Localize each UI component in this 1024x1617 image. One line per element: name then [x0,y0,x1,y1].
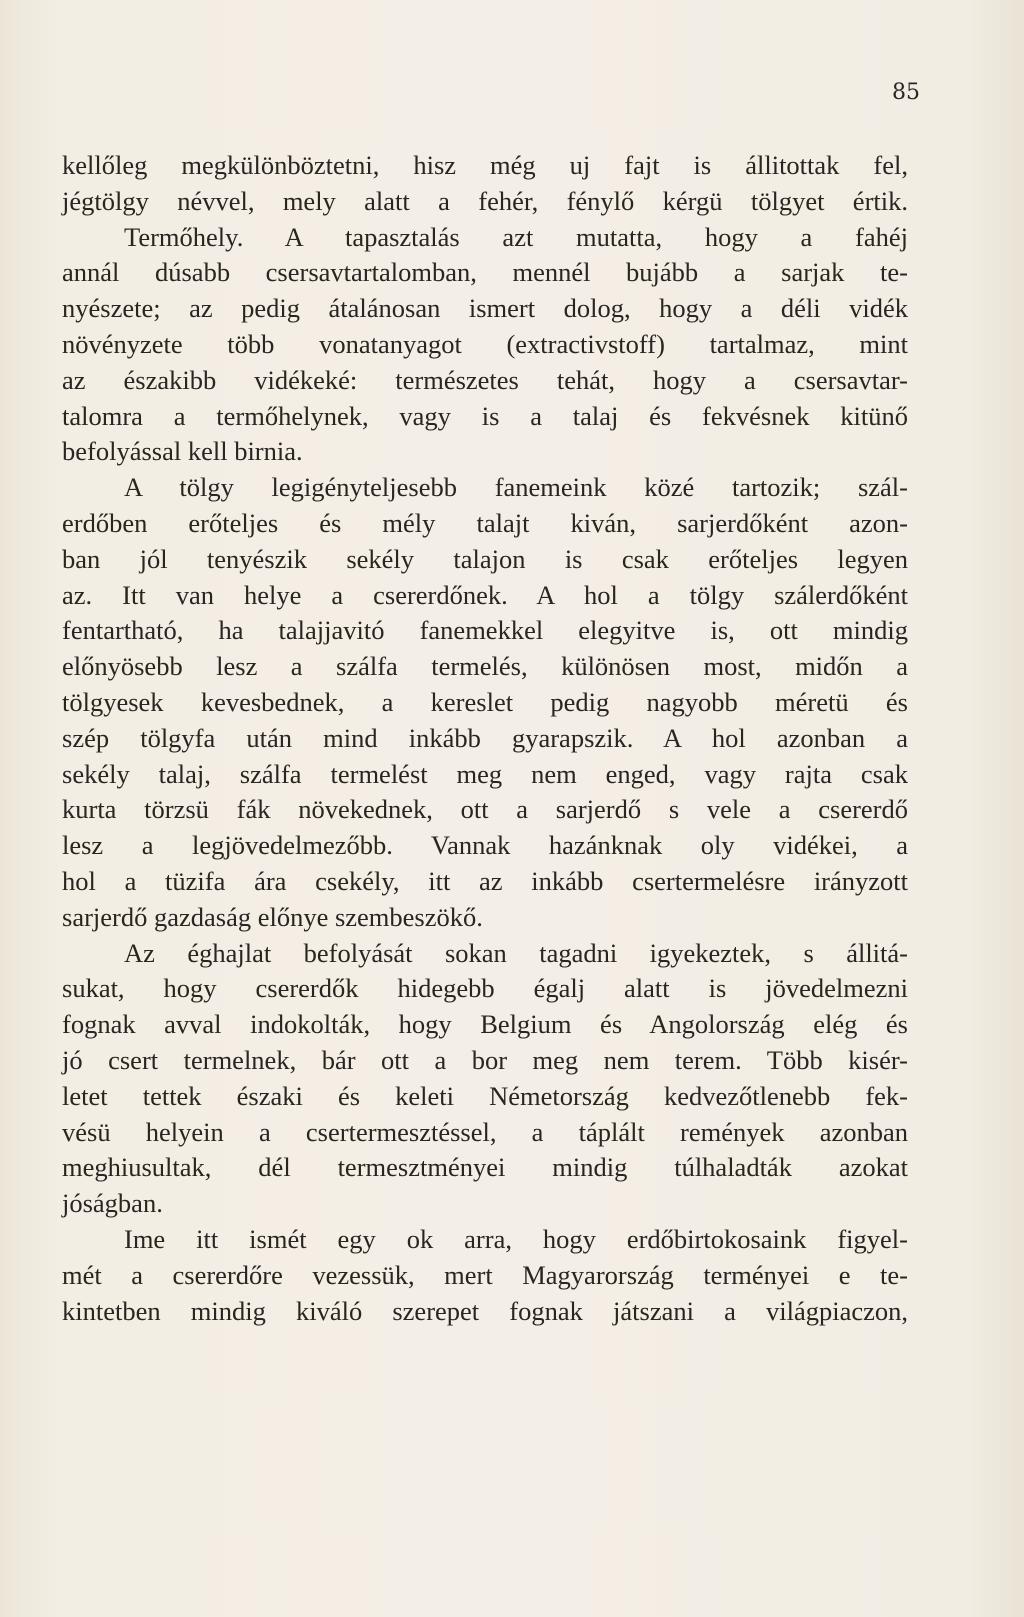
text-line: sekély talaj, szálfa termelést meg nem enged, vagy rajta csak [62,758,908,789]
text-line: hol a tüzifa ára csekély, itt az inkább csertermelésre irányzott [62,865,908,896]
text-line: befolyással kell birnia. [62,436,303,467]
text-line: jégtölgy névvel, mely alatt a fehér, fénylő kérgü tölgyet értik. [62,185,908,216]
text-line: fentartható, ha talajjavitó fanemekkel elegyitve is, ott mindig [62,615,908,646]
text-line: sarjerdő gazdaság előnye szembeszökő. [62,901,483,932]
text-line: Termőhely. A tapasztalás azt mutatta, hogy a fahéj [124,221,908,252]
text-line: kurta törzsü fák növekednek, ott a sarjerdő s vele a csererdő [62,794,908,825]
text-line: kintetben mindig kiváló szerepet fognak játszani a világpiaczon, [62,1295,908,1326]
text-line: Ime itt ismét egy ok arra, hogy erdőbirtokosaink figyel- [124,1223,908,1254]
text-line: nyészete; az pedig átalánosan ismert dolog, hogy a déli vidék [62,293,908,324]
text-line: jóságban. [62,1188,163,1219]
text-line: annál dúsabb csersavtartalomban, mennél bujább a sarjak te- [62,257,908,288]
page-number: 85 [892,80,920,105]
text-line: lesz a legjövedelmezőbb. Vannak hazánknak oly vidékei, a [62,830,908,861]
text-line: előnyösebb lesz a szálfa termelés, különösen most, midőn a [62,651,908,682]
text-line: kellőleg megkülönböztetni, hisz még uj fajt is állitottak fel, [62,150,908,180]
text-line: Az éghajlat befolyását sokan tagadni igyekeztek, s állitá- [124,937,908,968]
text-line: mét a csererdőre vezessük, mert Magyarország terményei e te- [62,1259,908,1290]
text-line: jó csert termelnek, bár ott a bor meg nem terem. Több kisér- [62,1044,908,1075]
text-line: sukat, hogy csererdők hidegebb égalj alatt is jövedelmezni [62,973,908,1004]
text-line: az északibb vidékeké: természetes tehát, hogy a csersavtar- [62,364,908,395]
text-line: az. Itt van helye a csererdőnek. A hol a tölgy szálerdőként [62,579,908,610]
text-line: A tölgy legigényteljesebb fanemeink közé tartozik; szál- [124,472,908,503]
body-text [62,148,908,1329]
text-line: szép tölgyfa után mind inkább gyarapszik. A hol azonban a [62,722,908,753]
text-line: erdőben erőteljes és mély talajt kiván, sarjerdőként azon- [62,507,908,538]
text-line: ban jól tenyészik sekély talajon is csak erőteljes legyen [62,543,908,574]
text-line: letet tettek északi és keleti Németország kedvezőtlenebb fek- [62,1080,908,1111]
text-line: fognak avval indokolták, hogy Belgium és Angolország elég és [62,1009,908,1040]
text-line: növényzete több vonatanyagot (extractivstoff) tartalmaz, mint [62,328,908,359]
text-line: vésü helyein a csertermesztéssel, a táplált remények azonban [62,1116,908,1147]
text-line: tölgyesek kevesbednek, a kereslet pedig nagyobb méretü és [62,686,908,717]
text-line: talomra a termőhelynek, vagy is a talaj és fekvésnek kitünő [62,400,908,431]
text-line: meghiusultak, dél termesztményei mindig túlhaladták azokat [62,1152,908,1183]
